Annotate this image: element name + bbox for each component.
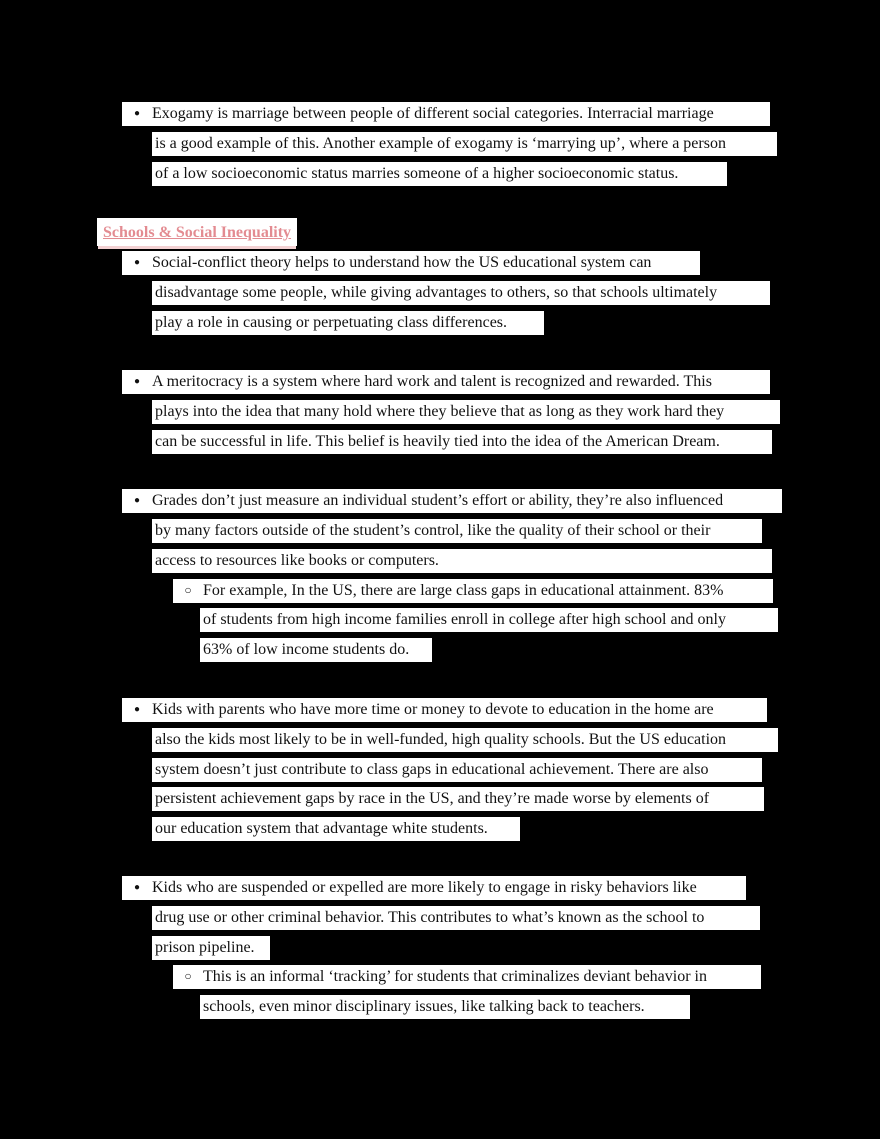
bullet-1-line-1 (122, 251, 700, 275)
bullet-4-line-1 (122, 698, 767, 722)
bullet-circle-icon (173, 579, 203, 604)
bullet-1-line-2 (152, 281, 770, 305)
bullet-disc-icon (122, 877, 152, 902)
sub-bullet-2-line-2 (200, 995, 690, 1019)
text-line: Social-conflict theory helps to understand how the US educational system can (152, 254, 652, 271)
exogamy-line-1 (122, 102, 770, 126)
bullet-4-line-3 (152, 758, 762, 782)
sub-bullet-1-line-2 (200, 608, 778, 632)
bullet-2-line-1 (122, 370, 770, 394)
bullet-4-line-5 (152, 817, 520, 841)
text-line: This is an informal ‘tracking’ for students that criminalizes deviant behavior in (203, 968, 707, 985)
bullet-5-line-3 (152, 936, 270, 960)
text-line: Kids who are suspended or expelled are more likely to engage in risky behaviors like (152, 879, 697, 896)
text-line: Exogamy is marriage between people of different social categories. Interracial marriage (152, 105, 714, 122)
text-line: access to resources like books or computers. (155, 552, 439, 569)
bullet-disc-icon (122, 490, 152, 515)
text-line: 63% of low income students do. (203, 641, 410, 658)
bullet-disc-icon (122, 252, 152, 277)
text-line: drug use or other criminal behavior. This contributes to what’s known as the school to (155, 909, 705, 926)
text-line: system doesn’t just contribute to class gaps in educational achievement. There are also (155, 761, 709, 778)
text-line: of students from high income families enroll in college after high school and only (203, 611, 726, 628)
bullet-1-line-3 (152, 311, 544, 335)
bullet-2-line-3 (152, 430, 772, 454)
text-line: plays into the idea that many hold where they believe that as long as they work hard they (155, 403, 725, 420)
text-line: disadvantage some people, while giving advantages to others, so that schools ultimately (155, 284, 718, 301)
text-line: also the kids most likely to be in well-funded, high quality schools. But the US education (155, 731, 727, 748)
text-line: persistent achievement gaps by race in the US, and they’re made worse by elements of (155, 790, 710, 807)
text-line: Kids with parents who have more time or money to devote to education in the home are (152, 701, 714, 718)
text-line: by many factors outside of the student’s control, like the quality of their school or their (155, 522, 711, 539)
text-line: A meritocracy is a system where hard work and talent is recognized and rewarded. This (152, 373, 712, 390)
text-line: play a role in causing or perpetuating class differences. (155, 314, 508, 331)
text-line: For example, In the US, there are large class gaps in educational attainment. 83% (203, 582, 724, 599)
bullet-3-line-2 (152, 519, 762, 543)
bullet-4-line-2 (152, 728, 778, 752)
exogamy-line-3 (152, 162, 727, 186)
bullet-disc-icon (122, 699, 152, 724)
text-line: our education system that advantage white students. (155, 820, 488, 837)
exogamy-line-2 (152, 132, 777, 156)
bullet-circle-icon (173, 965, 203, 990)
text-line: can be successful in life. This belief is heavily tied into the idea of the American Dream. (155, 433, 720, 450)
text-line: prison pipeline. (155, 939, 255, 956)
bullet-disc-icon (122, 103, 152, 128)
bullet-2-line-2 (152, 400, 780, 424)
sub-bullet-2-line-1 (173, 965, 761, 989)
bullet-3-line-3 (152, 549, 772, 573)
text-line: is a good example of this. Another example of exogamy is ‘marrying up’, where a person (155, 135, 726, 152)
text-line: Grades don’t just measure an individual student’s effort or ability, they’re also influenced (152, 492, 724, 509)
sub-bullet-1-line-3 (200, 638, 432, 662)
bullet-5-line-2 (152, 906, 760, 930)
bullet-disc-icon (122, 371, 152, 396)
bullet-3-line-1 (122, 489, 782, 513)
sub-bullet-1-line-1 (173, 579, 773, 603)
text-line: schools, even minor disciplinary issues, like talking back to teachers. (203, 998, 645, 1015)
bullet-4-line-4 (152, 787, 764, 811)
section-heading: Schools & Social Inequality (97, 218, 297, 246)
text-line: of a low socioeconomic status marries someone of a higher socioeconomic status. (155, 165, 679, 182)
bullet-5-line-1 (122, 876, 746, 900)
